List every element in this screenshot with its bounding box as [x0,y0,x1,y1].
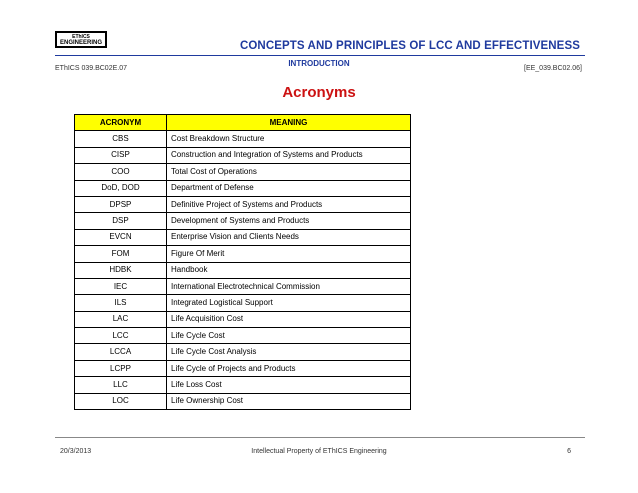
acronym-cell: CBS [75,131,167,147]
table-row [75,131,411,147]
company-logo [55,31,107,48]
document-code-right: [EE_039.BC02.06] [524,65,582,72]
acronym-cell: DPSP [75,196,167,212]
table-row [75,262,411,278]
acronym-cell: DSP [75,213,167,229]
table-row [75,311,411,327]
acronym-cell: DoD, DOD [75,180,167,196]
table-row [75,147,411,163]
table-row [75,213,411,229]
table-row [75,328,411,344]
footer-date: 20/3/2013 [60,448,92,455]
footer-copyright: Intellectual Property of EThICS Engineering [251,448,387,455]
acronym-cell: LCCA [75,344,167,360]
table-row [75,344,411,360]
meaning-cell: Life Cycle of Projects and Products [167,360,411,376]
meaning-cell: Life Cycle Cost [167,328,411,344]
table-row [75,229,411,245]
logo-line1: EThICS [72,33,90,40]
document-code-left: EThICS 039.BC02E.07 [55,65,127,72]
table-row [75,278,411,294]
logo-line2: ENGINEERING [59,39,102,46]
section-label: INTRODUCTION [288,59,350,68]
table-row [75,393,411,409]
acronym-cell: COO [75,164,167,180]
meaning-cell: Enterprise Vision and Clients Needs [167,229,411,245]
header-divider [55,55,585,56]
acronym-cell: LLC [75,377,167,393]
table-body [75,131,411,410]
acronym-cell: LCPP [75,360,167,376]
acronym-cell: HDBK [75,262,167,278]
header-acronym: ACRONYM [75,115,167,131]
acronym-cell: LCC [75,328,167,344]
acronym-cell: IEC [75,278,167,294]
meaning-cell: Construction and Integration of Systems and Products [167,147,411,163]
header-meaning: MEANING [167,115,411,131]
meaning-cell: Figure Of Merit [167,246,411,262]
table-row [75,295,411,311]
acronym-cell: FOM [75,246,167,262]
acronym-cell: CISP [75,147,167,163]
table-row [75,164,411,180]
meaning-cell: Handbook [167,262,411,278]
meaning-cell: Definitive Project of Systems and Products [167,196,411,212]
table-row [75,180,411,196]
acronym-cell: EVCN [75,229,167,245]
acronym-cell: ILS [75,295,167,311]
page-title: Acronyms [282,84,356,101]
document-title: CONCEPTS AND PRINCIPLES OF LCC AND EFFECTIVENESS [239,40,580,52]
meaning-cell: Life Cycle Cost Analysis [167,344,411,360]
meaning-cell: Life Ownership Cost [167,393,411,409]
footer-divider [55,437,585,438]
acronym-cell: LAC [75,311,167,327]
meaning-cell: Development of Systems and Products [167,213,411,229]
meaning-cell: Integrated Logistical Support [167,295,411,311]
table-row [75,246,411,262]
meaning-cell: International Electrotechnical Commission [167,278,411,294]
table-row [75,377,411,393]
table-row [75,196,411,212]
table-row [75,360,411,376]
acronym-cell: LOC [75,393,167,409]
meaning-cell: Cost Breakdown Structure [167,131,411,147]
meaning-cell: Total Cost of Operations [167,164,411,180]
meaning-cell: Life Acquisition Cost [167,311,411,327]
meaning-cell: Life Loss Cost [167,377,411,393]
page-number: 6 [567,448,571,455]
table-header-row [75,115,411,131]
acronyms-table [74,114,411,410]
meaning-cell: Department of Defense [167,180,411,196]
